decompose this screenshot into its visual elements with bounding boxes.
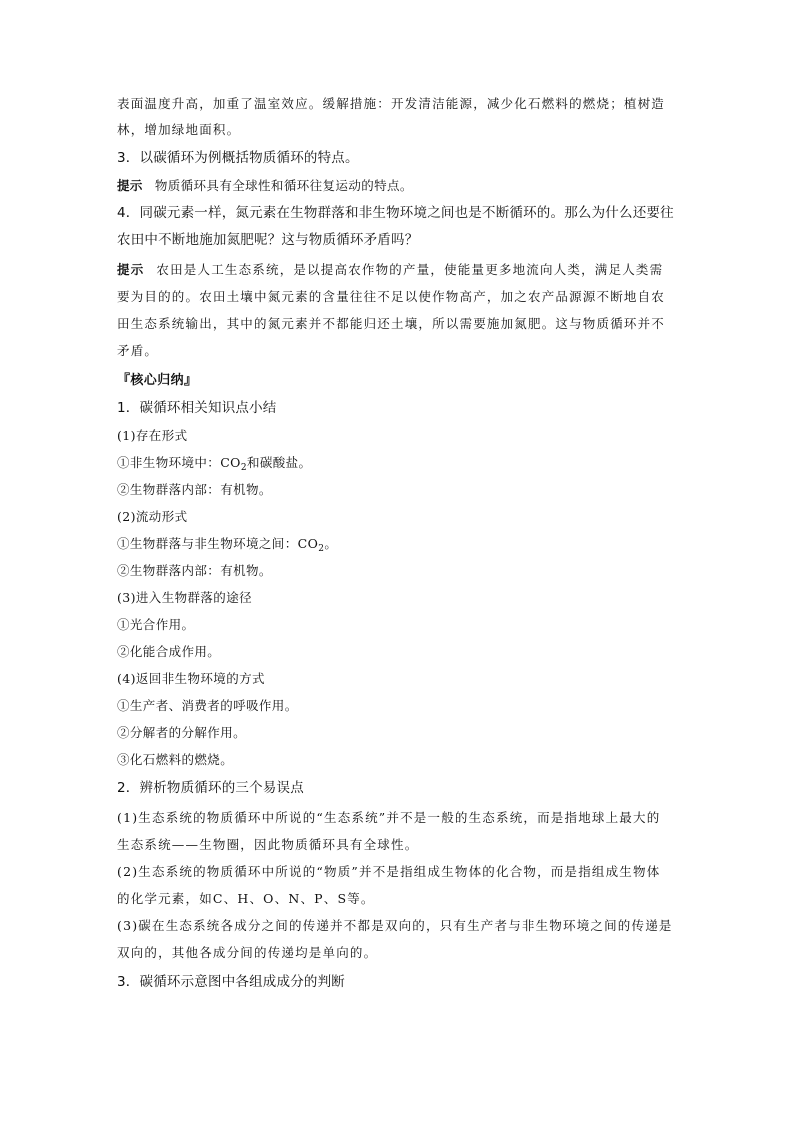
answer-4-line: 矛盾。 xyxy=(117,343,159,358)
list-item xyxy=(117,454,681,472)
text-span: 和碳酸盐。 xyxy=(246,455,312,470)
answer-3 xyxy=(117,177,681,195)
answer-4-text: 农田是人工生态系统，是以提高农作物的产量，使能量更多地流向人类，满足人类需 xyxy=(156,262,664,277)
text-span: ①生物群落与非生物环境之间：CO xyxy=(117,536,319,551)
list-item: ①光合作用。 xyxy=(117,617,195,632)
section-heading: 『核心归纳』 xyxy=(117,373,198,388)
subscript: 2 xyxy=(240,463,247,473)
list-item: ②分解者的分解作用。 xyxy=(117,725,247,740)
list-item: ②生物群落内部：有机物。 xyxy=(117,563,272,578)
paragraph-line: 林，增加绿地面积。 xyxy=(117,122,241,137)
answer-3-text: 物质循环具有全球性和循环往复运动的特点。 xyxy=(154,178,413,193)
paragraph-line: (2)生态系统的物质循环中所说的“物质”并不是指组成生物体的化合物，而是指组成生物体 xyxy=(117,864,661,879)
subsection-title: 3．碳循环示意图中各组成成分的判断 xyxy=(117,974,345,990)
subsection-title: 2．辨析物质循环的三个易误点 xyxy=(117,780,304,796)
list-item: ②生物群落内部：有机物。 xyxy=(117,482,272,497)
list-item xyxy=(117,535,681,553)
list-item: (1)存在形式 xyxy=(117,428,188,443)
question-4-line: 4．同碳元素一样，氮元素在生物群落和非生物环境之间也是不断循环的。那么为什么还要往 xyxy=(117,205,674,221)
list-item: ①生产者、消费者的呼吸作用。 xyxy=(117,698,298,713)
subsection-title: 1．碳循环相关知识点小结 xyxy=(117,400,277,416)
paragraph-line: 生态系统——生物圈，因此物质循环具有全球性。 xyxy=(117,837,419,852)
question-3: 3．以碳循环为例概括物质循环的特点。 xyxy=(117,150,359,166)
tip-label: 提示 xyxy=(117,178,143,193)
list-item: (2)流动形式 xyxy=(117,509,188,524)
list-item: ②化能合成作用。 xyxy=(117,644,221,659)
list-item: ③化石燃料的燃烧。 xyxy=(117,752,234,767)
paragraph-line: (1)生态系统的物质循环中所说的“生态系统”并不是一般的生态系统，而是指地球上最大的 xyxy=(117,810,661,825)
paragraph-line: 双向的，其他各成分间的传递均是单向的。 xyxy=(117,945,378,960)
answer-4-line: 田生态系统输出，其中的氮元素并不都能归还土壤，所以需要施加氮肥。这与物质循环并不 xyxy=(117,316,666,331)
text-span: 。 xyxy=(324,536,338,551)
subscript: 2 xyxy=(318,544,325,554)
paragraph-line: (3)碳在生态系统各成分之间的传递并不都是双向的，只有生产者与非生物环境之间的传递是 xyxy=(117,918,673,933)
text-span: ①非生物环境中：CO xyxy=(117,455,241,470)
list-item: (3)进入生物群落的途径 xyxy=(117,590,253,605)
answer-4-line: 要为目的的。农田土壤中氮元素的含量往往不足以使作物高产，加之农产品源源不断地自农 xyxy=(117,289,666,304)
answer-4-line xyxy=(117,261,681,279)
list-item: (4)返回非生物环境的方式 xyxy=(117,671,265,686)
paragraph-line: 的化学元素，如C、H、O、N、P、S等。 xyxy=(117,891,375,906)
tip-label: 提示 xyxy=(117,262,145,277)
paragraph-line: 表面温度升高，加重了温室效应。缓解措施：开发清洁能源，减少化石燃料的燃烧；植树造 xyxy=(117,96,666,111)
question-4-line: 农田中不断地施加氮肥呢？这与物质循环矛盾吗？ xyxy=(117,232,419,248)
